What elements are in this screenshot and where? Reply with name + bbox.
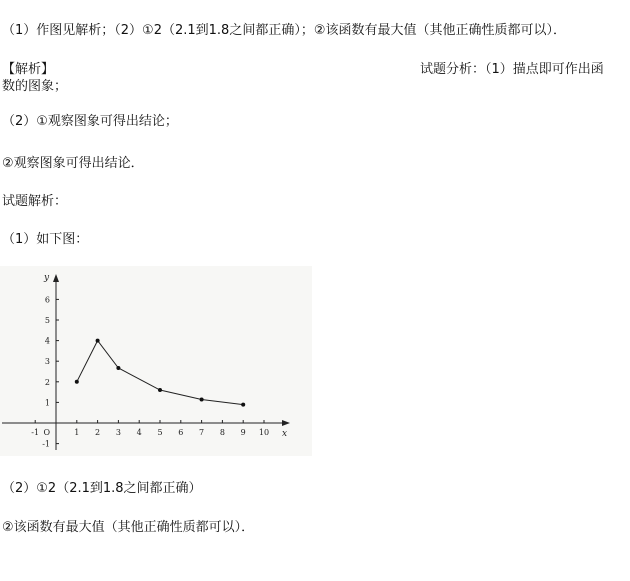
solution-heading: 试题解析：: [2, 194, 68, 209]
data-point: [116, 366, 120, 370]
y-tick-label: 5: [44, 316, 50, 325]
x-tick-label: -1: [31, 428, 40, 437]
analysis-intro: 试题分析：（1）描点即可作出函: [420, 62, 604, 77]
x-tick-label: 6: [178, 428, 184, 437]
y-tick-label: -1: [42, 439, 50, 449]
x-axis-label: x: [282, 429, 288, 439]
solution-part-2-2: ②该函数有最大值（其他正确性质都可以）．: [2, 520, 255, 535]
solution-part-1: （1）如下图：: [2, 232, 89, 247]
data-point: [158, 388, 162, 392]
x-tick-label: 4: [136, 428, 142, 437]
origin-label: O: [43, 428, 50, 437]
x-tick-label: 9: [240, 428, 246, 437]
data-point: [241, 403, 245, 407]
data-point: [200, 398, 204, 402]
x-tick-label: 5: [157, 428, 163, 437]
x-tick-label: 2: [95, 428, 101, 437]
x-tick-label: 10: [258, 428, 270, 437]
analysis-heading: 【解析】: [2, 62, 55, 77]
x-tick-label: 7: [199, 428, 205, 437]
y-axis-label: y: [44, 273, 50, 283]
data-point: [75, 380, 79, 384]
function-graph: [0, 266, 312, 456]
y-tick-label: 3: [44, 357, 50, 367]
x-tick-label: 8: [219, 428, 225, 437]
analysis-point-1: （2）①观察图象可得出结论；: [2, 114, 178, 129]
y-tick-label: 6: [44, 295, 50, 305]
y-tick-label: 4: [44, 336, 50, 346]
function-graph-figure: [0, 266, 312, 456]
answer-line: （1）作图见解析；（2）①2（2.1到1.8之间都正确）；②该函数有最大值（其他正确性质都可以）．: [2, 23, 566, 38]
solution-part-2-1: （2）①2（2.1到1.8之间都正确）: [2, 481, 202, 496]
x-tick-label: 3: [115, 428, 121, 437]
data-point: [96, 339, 100, 343]
y-tick-label: 2: [44, 377, 50, 387]
x-tick-label: 1: [74, 428, 80, 437]
y-tick-label: 1: [44, 398, 50, 408]
analysis-intro-continued: 数的图象；: [2, 79, 68, 94]
analysis-point-2: ②观察图象可得出结论．: [2, 156, 144, 171]
